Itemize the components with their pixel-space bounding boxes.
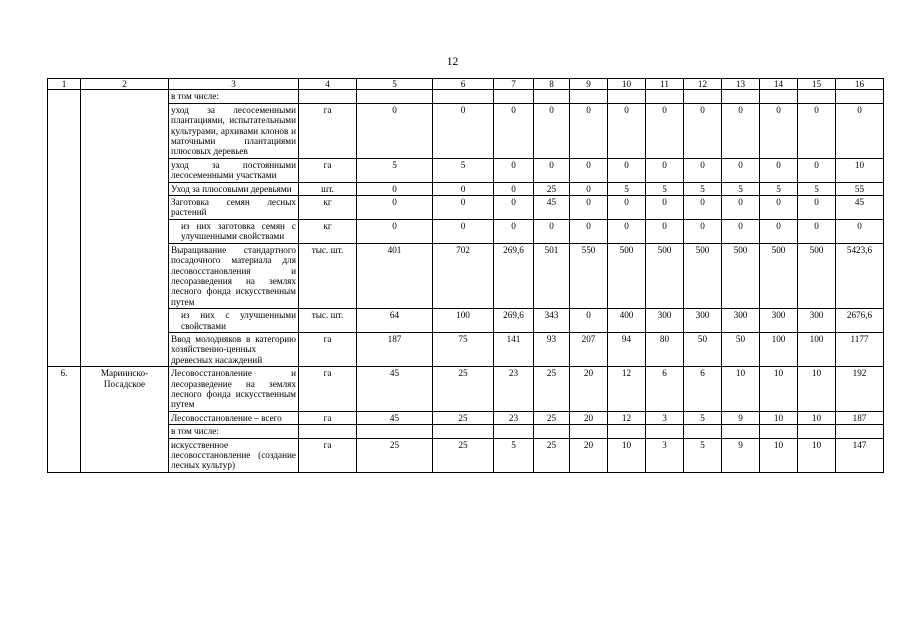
value-cell: 269,6 xyxy=(494,243,534,308)
unit-cell: га xyxy=(299,158,357,182)
activity-name-cell: в том числе: xyxy=(169,90,299,103)
value-cell: 500 xyxy=(722,243,760,308)
value-cell: 500 xyxy=(646,243,684,308)
value-cell: 20 xyxy=(570,411,608,424)
header-cell: 12 xyxy=(684,79,722,90)
unit-cell: га xyxy=(299,367,357,412)
value-cell: 10 xyxy=(798,367,836,412)
value-cell: 9 xyxy=(722,411,760,424)
value-cell: 10 xyxy=(608,438,646,472)
value-cell: 5 xyxy=(433,158,494,182)
unit-cell: кг xyxy=(299,219,357,243)
value-cell: 20 xyxy=(570,438,608,472)
value-cell: 10 xyxy=(760,438,798,472)
value-cell: 187 xyxy=(357,332,433,366)
value-cell xyxy=(608,90,646,103)
activity-name-cell: Выращивание стандартного посадочного материала для лесовосстановления и лесоразведения на землях лесного фонда искусственным путем xyxy=(169,243,299,308)
value-cell: 0 xyxy=(722,196,760,220)
value-cell xyxy=(722,90,760,103)
value-cell: 0 xyxy=(684,103,722,158)
value-cell: 501 xyxy=(534,243,570,308)
value-cell: 45 xyxy=(534,196,570,220)
value-cell: 0 xyxy=(608,158,646,182)
value-cell: 0 xyxy=(494,103,534,158)
value-cell: 0 xyxy=(608,219,646,243)
value-cell: 0 xyxy=(722,219,760,243)
value-cell: 23 xyxy=(494,367,534,412)
region-cell: Мариинско-Посадское xyxy=(81,367,169,473)
value-cell: 0 xyxy=(534,158,570,182)
value-cell: 3 xyxy=(646,411,684,424)
value-cell: 5 xyxy=(798,182,836,195)
value-cell xyxy=(760,425,798,438)
value-cell xyxy=(494,90,534,103)
activity-name-cell: уход за лесосеменными плантациями, испытательными культурами, архивами клонов и маточными плантациями плюсовых деревьев xyxy=(169,103,299,158)
value-cell: 300 xyxy=(684,309,722,333)
value-cell: 10 xyxy=(722,367,760,412)
value-cell: 0 xyxy=(760,158,798,182)
value-cell xyxy=(836,90,884,103)
table-body xyxy=(48,90,884,472)
value-cell: 23 xyxy=(494,411,534,424)
value-cell: 100 xyxy=(760,332,798,366)
activity-name-cell: из них заготовка семян с улучшенными свойствами xyxy=(169,219,299,243)
value-cell: 5 xyxy=(684,438,722,472)
value-cell: 12 xyxy=(608,367,646,412)
value-cell: 0 xyxy=(570,103,608,158)
value-cell: 300 xyxy=(722,309,760,333)
row-number-cell xyxy=(48,90,81,367)
value-cell: 0 xyxy=(646,196,684,220)
value-cell: 0 xyxy=(722,103,760,158)
table-row xyxy=(48,425,884,438)
value-cell: 50 xyxy=(722,332,760,366)
value-cell: 141 xyxy=(494,332,534,366)
value-cell: 5 xyxy=(608,182,646,195)
value-cell: 3 xyxy=(646,438,684,472)
value-cell: 0 xyxy=(570,309,608,333)
value-cell: 0 xyxy=(684,158,722,182)
value-cell: 0 xyxy=(570,158,608,182)
value-cell: 10 xyxy=(836,158,884,182)
activity-name-cell: в том числе: xyxy=(169,425,299,438)
value-cell: 0 xyxy=(494,219,534,243)
value-cell: 45 xyxy=(357,411,433,424)
unit-cell xyxy=(299,425,357,438)
activity-name-cell: Ввод молодняков в категорию хозяйственно-ценных древесных насаждений xyxy=(169,332,299,366)
header-cell: 9 xyxy=(570,79,608,90)
value-cell: 5423,6 xyxy=(836,243,884,308)
unit-cell: га xyxy=(299,332,357,366)
value-cell xyxy=(684,90,722,103)
value-cell: 0 xyxy=(684,219,722,243)
activity-name-cell: уход за постоянными лесосеменными участками xyxy=(169,158,299,182)
value-cell: 0 xyxy=(570,219,608,243)
value-cell: 10 xyxy=(798,438,836,472)
value-cell: 0 xyxy=(608,196,646,220)
header-cell: 14 xyxy=(760,79,798,90)
unit-cell: тыс. шт. xyxy=(299,309,357,333)
value-cell: 45 xyxy=(836,196,884,220)
value-cell: 10 xyxy=(798,411,836,424)
value-cell: 400 xyxy=(608,309,646,333)
value-cell: 1177 xyxy=(836,332,884,366)
value-cell: 0 xyxy=(570,182,608,195)
value-cell: 5 xyxy=(684,411,722,424)
value-cell: 147 xyxy=(836,438,884,472)
value-cell: 300 xyxy=(646,309,684,333)
value-cell: 0 xyxy=(684,196,722,220)
value-cell: 5 xyxy=(684,182,722,195)
region-cell xyxy=(81,90,169,367)
value-cell: 75 xyxy=(433,332,494,366)
value-cell: 207 xyxy=(570,332,608,366)
header-cell: 1 xyxy=(48,79,81,90)
header-cell: 3 xyxy=(169,79,299,90)
value-cell: 500 xyxy=(798,243,836,308)
table-row xyxy=(48,158,884,182)
value-cell: 0 xyxy=(646,219,684,243)
value-cell xyxy=(570,425,608,438)
value-cell: 500 xyxy=(608,243,646,308)
value-cell xyxy=(646,425,684,438)
value-cell: 25 xyxy=(433,367,494,412)
value-cell: 0 xyxy=(357,182,433,195)
value-cell: 500 xyxy=(684,243,722,308)
unit-cell: кг xyxy=(299,196,357,220)
value-cell: 0 xyxy=(433,219,494,243)
header-cell: 11 xyxy=(646,79,684,90)
table-row xyxy=(48,219,884,243)
activity-name-cell: Лесовосстановление и лесоразведение на землях лесного фонда искусственным путем xyxy=(169,367,299,412)
value-cell xyxy=(534,90,570,103)
value-cell: 100 xyxy=(798,332,836,366)
activity-name-cell: Заготовка семян лесных растений xyxy=(169,196,299,220)
value-cell xyxy=(433,90,494,103)
value-cell: 0 xyxy=(433,196,494,220)
value-cell xyxy=(534,425,570,438)
value-cell xyxy=(494,425,534,438)
value-cell xyxy=(836,425,884,438)
header-cell: 6 xyxy=(433,79,494,90)
value-cell: 10 xyxy=(760,367,798,412)
value-cell: 702 xyxy=(433,243,494,308)
table-row xyxy=(48,309,884,333)
header-cell: 13 xyxy=(722,79,760,90)
forestry-table xyxy=(47,78,884,473)
header-cell: 15 xyxy=(798,79,836,90)
value-cell: 93 xyxy=(534,332,570,366)
table-row xyxy=(48,332,884,366)
value-cell: 55 xyxy=(836,182,884,195)
table-row xyxy=(48,438,884,472)
value-cell: 0 xyxy=(798,219,836,243)
value-cell: 25 xyxy=(534,182,570,195)
value-cell: 401 xyxy=(357,243,433,308)
value-cell xyxy=(570,90,608,103)
table-row xyxy=(48,243,884,308)
value-cell: 343 xyxy=(534,309,570,333)
value-cell: 20 xyxy=(570,367,608,412)
value-cell: 5 xyxy=(722,182,760,195)
header-cell: 4 xyxy=(299,79,357,90)
value-cell: 0 xyxy=(608,103,646,158)
value-cell: 0 xyxy=(722,158,760,182)
value-cell: 25 xyxy=(357,438,433,472)
unit-cell: шт. xyxy=(299,182,357,195)
value-cell: 269,6 xyxy=(494,309,534,333)
value-cell: 0 xyxy=(798,158,836,182)
value-cell: 5 xyxy=(494,438,534,472)
header-cell: 10 xyxy=(608,79,646,90)
value-cell: 25 xyxy=(534,367,570,412)
page-number: 12 xyxy=(446,56,459,68)
value-cell xyxy=(357,90,433,103)
value-cell: 500 xyxy=(760,243,798,308)
value-cell: 25 xyxy=(433,438,494,472)
value-cell: 94 xyxy=(608,332,646,366)
value-cell: 0 xyxy=(357,103,433,158)
header-row xyxy=(48,79,884,90)
value-cell: 0 xyxy=(836,219,884,243)
header-cell: 5 xyxy=(357,79,433,90)
value-cell: 0 xyxy=(760,219,798,243)
value-cell xyxy=(357,425,433,438)
value-cell: 50 xyxy=(684,332,722,366)
value-cell xyxy=(433,425,494,438)
value-cell: 0 xyxy=(494,158,534,182)
value-cell: 6 xyxy=(646,367,684,412)
value-cell: 0 xyxy=(760,196,798,220)
table-row xyxy=(48,367,884,412)
value-cell: 25 xyxy=(433,411,494,424)
value-cell xyxy=(722,425,760,438)
value-cell: 0 xyxy=(433,182,494,195)
value-cell: 192 xyxy=(836,367,884,412)
header-cell: 7 xyxy=(494,79,534,90)
activity-name-cell: Лесовосстановление – всего xyxy=(169,411,299,424)
table-row xyxy=(48,90,884,103)
value-cell xyxy=(760,90,798,103)
table-row xyxy=(48,103,884,158)
value-cell: 5 xyxy=(760,182,798,195)
table-row xyxy=(48,182,884,195)
value-cell: 0 xyxy=(646,158,684,182)
value-cell xyxy=(646,90,684,103)
value-cell: 45 xyxy=(357,367,433,412)
value-cell xyxy=(684,425,722,438)
value-cell: 0 xyxy=(570,196,608,220)
unit-cell xyxy=(299,90,357,103)
value-cell: 550 xyxy=(570,243,608,308)
value-cell: 64 xyxy=(357,309,433,333)
value-cell: 25 xyxy=(534,438,570,472)
value-cell: 0 xyxy=(534,103,570,158)
row-number-cell: 6. xyxy=(48,367,81,473)
value-cell: 0 xyxy=(357,196,433,220)
table-row xyxy=(48,196,884,220)
value-cell: 0 xyxy=(798,103,836,158)
value-cell xyxy=(798,425,836,438)
value-cell: 2676,6 xyxy=(836,309,884,333)
unit-cell: тыс. шт. xyxy=(299,243,357,308)
value-cell: 0 xyxy=(433,103,494,158)
value-cell: 0 xyxy=(534,219,570,243)
unit-cell: га xyxy=(299,438,357,472)
value-cell: 0 xyxy=(494,196,534,220)
unit-cell: га xyxy=(299,411,357,424)
value-cell: 0 xyxy=(798,196,836,220)
value-cell: 6 xyxy=(684,367,722,412)
value-cell: 300 xyxy=(798,309,836,333)
activity-name-cell: из них с улучшенными свойствами xyxy=(169,309,299,333)
table-row xyxy=(48,411,884,424)
unit-cell: га xyxy=(299,103,357,158)
header-cell: 2 xyxy=(81,79,169,90)
value-cell: 0 xyxy=(836,103,884,158)
value-cell: 300 xyxy=(760,309,798,333)
value-cell: 5 xyxy=(357,158,433,182)
header-cell: 8 xyxy=(534,79,570,90)
value-cell: 0 xyxy=(357,219,433,243)
value-cell: 25 xyxy=(534,411,570,424)
value-cell: 12 xyxy=(608,411,646,424)
value-cell: 187 xyxy=(836,411,884,424)
value-cell: 0 xyxy=(760,103,798,158)
value-cell xyxy=(608,425,646,438)
activity-name-cell: Уход за плюсовыми деревьями xyxy=(169,182,299,195)
value-cell: 0 xyxy=(646,103,684,158)
value-cell: 10 xyxy=(760,411,798,424)
value-cell: 5 xyxy=(646,182,684,195)
value-cell: 80 xyxy=(646,332,684,366)
value-cell: 9 xyxy=(722,438,760,472)
value-cell: 0 xyxy=(494,182,534,195)
activity-name-cell: искусственное лесовосстановление (создание лесных культур) xyxy=(169,438,299,472)
value-cell xyxy=(798,90,836,103)
header-cell: 16 xyxy=(836,79,884,90)
value-cell: 100 xyxy=(433,309,494,333)
